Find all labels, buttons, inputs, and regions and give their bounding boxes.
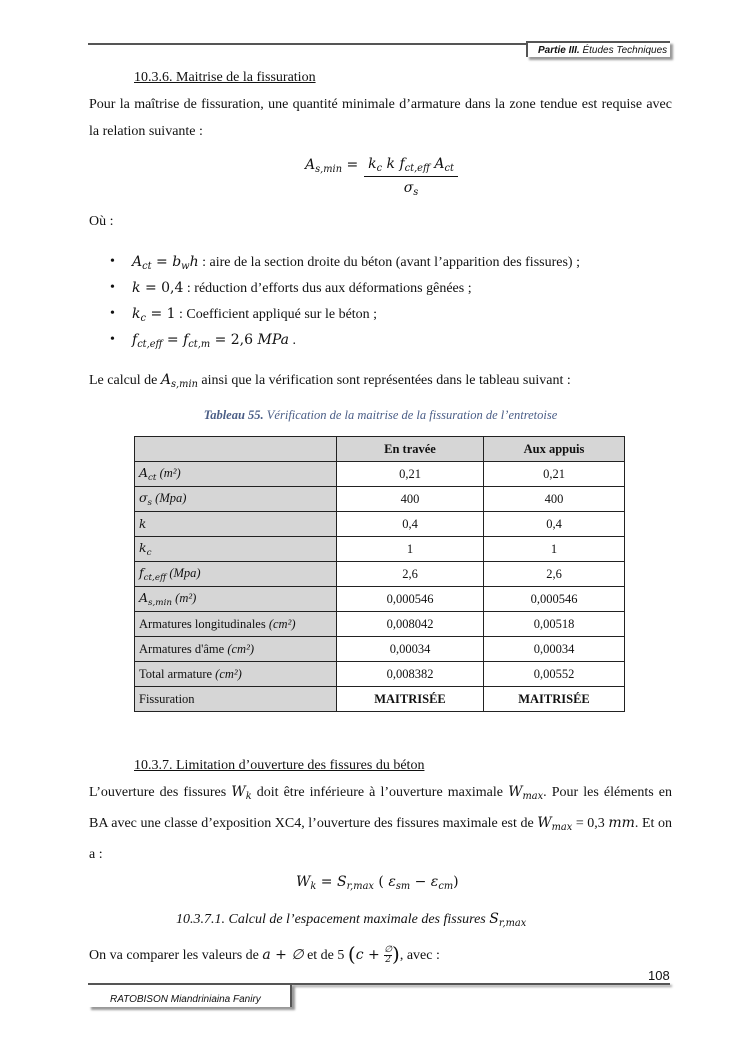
table-row: Fissuration MAITRISÉE MAITRISÉE [135,687,625,712]
table-row: Armatures longitudinales (cm²) 0,008042 0,00518 [135,612,625,637]
section-heading-10-3-7: 10.3.7. Limitation d’ouverture des fissures du béton [134,758,425,773]
header-rule [88,43,528,45]
list-item: • $A_{ct} = b_wh$ : aire de la section droite du béton (avant l’apparition des fissures) ; [110,249,580,275]
definitions-list [110,249,580,353]
section-heading-10-3-6: 10.3.6. Maitrise de la fissuration [134,70,316,85]
intro-paragraph: Pour la maîtrise de fissuration, une quantité minimale d’armature dans la zone tendue est requise avec la relation suivante : [89,97,672,139]
table-row: $A_{s,min}$ (m²) 0,000546 0,000546 [135,587,625,612]
list-item: • $f_{ct,eff} = f_{ct,m} = 2,6$ MPa . [110,327,580,353]
table-header-row [135,437,625,462]
list-item: • k = 0,4 : réduction d’efforts dus aux déformations gênées ; [110,275,580,301]
crack-width-paragraph: L’ouverture des fissures $W_k$ doit être inférieure à l’ouverture maximale $W_{max}$. Pour les éléments en BA avec une classe d’exposition XC4, l’ouverture des fissures maximale est de $W_{max} = 0,3$ mm. Et on a : [89,784,672,862]
footer-author: RATOBISON Miandriniaina Faniry [88,983,292,1007]
formula-wk: $W_k = S_{r,max}$ ( $\varepsilon_{sm} - \varepsilon_{cm}$) [296,874,459,892]
formula-asmin-lhs: $A_{s,min}$ = [305,157,359,175]
comparison-sentence: On va comparer les valeurs de a + ∅ et de 5 (c + ∅ 2 ), avec : [89,942,440,966]
table-row: $f_{ct,eff}$ (Mpa) 2,6 2,6 [135,562,625,587]
footer-rule [290,983,670,985]
formula-asmin-numerator: $k_c$ k $f_{ct,eff}$ $A_{ct}$ [364,156,458,177]
verification-table [134,436,625,712]
table-row: Total armature (cm²) 0,008382 0,00552 [135,662,625,687]
table-row: $k_c$ 1 1 [135,537,625,562]
header-aux-appuis: Aux appuis [484,437,625,462]
table-row: Armatures d'âme (cm²) 0,00034 0,00034 [135,637,625,662]
header-en-travee: En travée [337,437,484,462]
table-row: k 0,4 0,4 [135,512,625,537]
header-box [526,41,670,57]
header-section: Études Techniques [582,45,668,56]
list-item: • $k_c = 1$ : Coefficient appliqué sur le béton ; [110,301,580,327]
table-row: $\sigma_s$ (Mpa) 400 400 [135,487,625,512]
sub-heading-10-3-7-1: 10.3.7.1. Calcul de l’espacement maximale des fissures $S_{r,max}$ [176,911,527,929]
page-number: 108 [648,968,670,983]
header-part: Partie III. [538,45,580,56]
table-row: $A_{ct}$ (m²) 0,21 0,21 [135,462,625,487]
calc-sentence: Le calcul de $A_{s,min}$ ainsi que la vérification sont représentées dans le tableau suivant : [89,372,571,390]
header-cell-empty [135,437,337,462]
formula-asmin-denominator: $\sigma_s$ [403,180,419,198]
table-caption: Tableau 55. Vérification de la maitrise de la fissuration de l’entretoise [203,408,558,422]
ou-label: Où : [89,214,114,229]
